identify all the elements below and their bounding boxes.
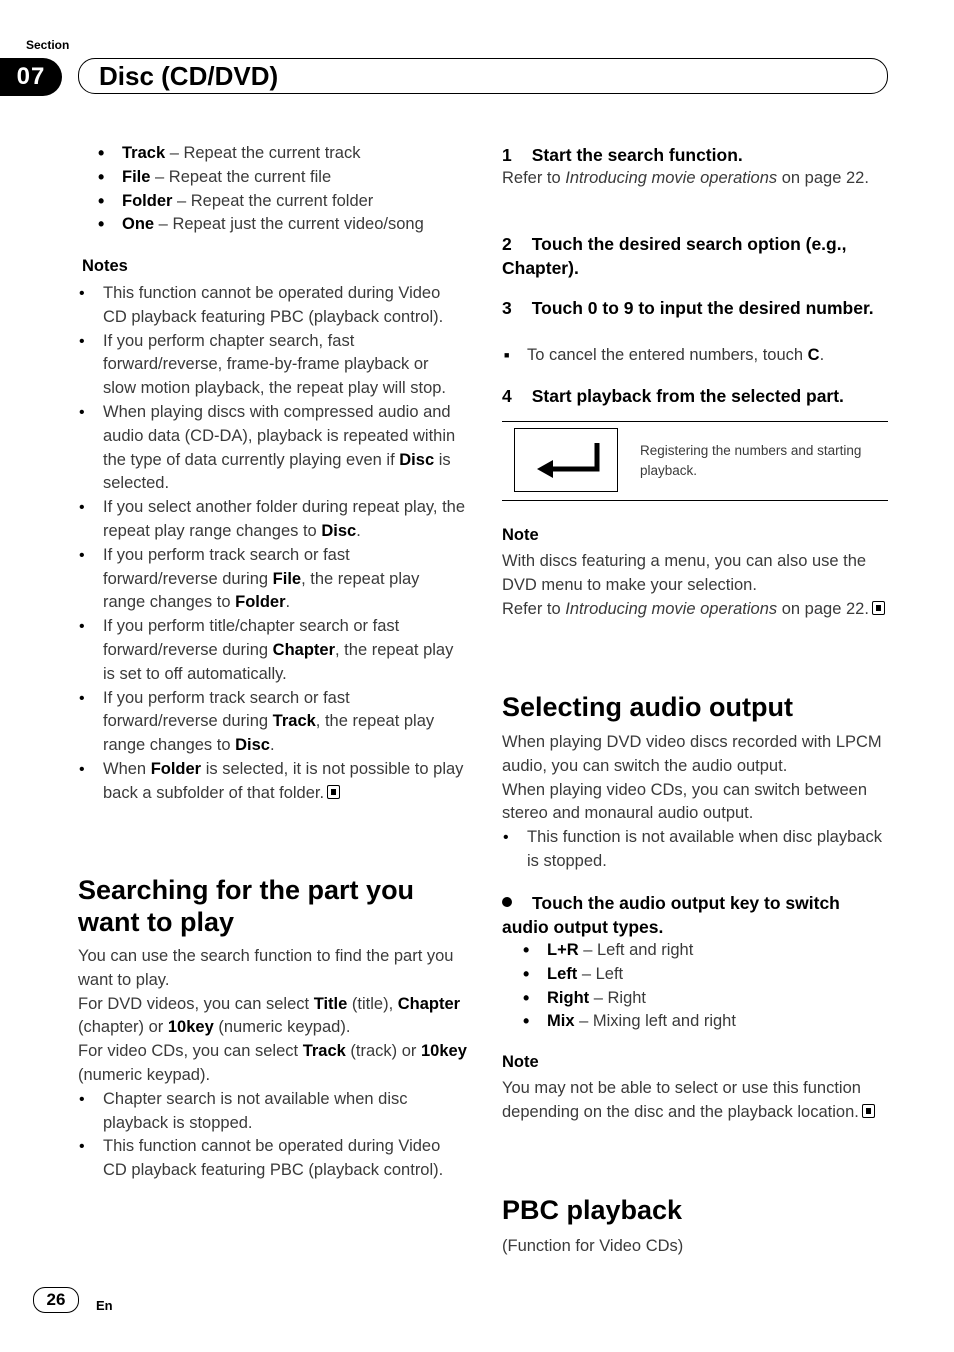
list-item: • This function is not available when disc playback is stopped. — [502, 826, 890, 874]
search-body — [78, 945, 468, 1183]
audio-bullets — [502, 826, 890, 874]
icon-description: Registering the numbers and starting playback. — [640, 443, 862, 478]
note-item: • If you select another folder during repeat play, the repeat play range changes to Disc. — [78, 496, 466, 544]
audio-step: Touch the audio output key to switch audio output types. — [502, 893, 840, 937]
search-dvd: For DVD videos, you can select Title (title), Chapter (chapter) or 10key (numeric keypad). — [78, 994, 461, 1037]
note-item: • When Folder is selected, it is not possible to play back a subfolder of that folder. — [78, 758, 466, 806]
chapter-bar — [78, 58, 888, 94]
audio-options-list — [522, 939, 882, 1034]
search-intro: You can use the search function to find the part you want to play. — [78, 947, 454, 989]
audio-heading: Selecting audio output — [502, 692, 793, 722]
end-mark-icon — [327, 785, 340, 799]
audio-body: When playing DVD video discs recorded with LPCM audio, you can switch the audio output. When playing video CDs, you can switch between stereo and monaural audio output. • This function is not available when disc playback is stopped. — [502, 731, 890, 874]
note-item: • If you perform track search or fast forward/reverse during File, the repeat play range changes to Folder. — [78, 544, 466, 615]
note-item: • When playing discs with compressed audio and audio data (CD-DA), playback is repeated within the type of data currently playing even if Disc is selected. — [78, 401, 466, 496]
search-heading: Searching for the part you want to play — [78, 875, 415, 937]
note-body: With discs featuring a menu, you can also use the DVD menu to make your selection. Refer to Introducing movie operations on page 22. — [502, 550, 888, 621]
note-heading: Note — [502, 526, 539, 544]
search-bullets — [78, 1088, 468, 1183]
note-item: • If you perform track search or fast forward/reverse during Track, the repeat play range changes to Disc. — [78, 687, 466, 758]
note-heading: Note — [502, 1053, 539, 1071]
list-item: • Mix – Mixing left and right — [522, 1010, 882, 1034]
section-number: 07 — [0, 58, 62, 96]
note-item: • If you perform title/chapter search or fast forward/reverse during Chapter, the repeat play is set to off automatically. — [78, 615, 466, 686]
list-item: • File – Repeat the current file — [97, 166, 477, 190]
list-item: • This function cannot be operated during Video CD playback featuring PBC (playback control). — [78, 1135, 468, 1183]
end-mark-icon — [872, 601, 885, 615]
list-item: • Left – Left — [522, 963, 882, 987]
notes-list — [78, 282, 466, 806]
page-number: 26 — [33, 1287, 79, 1313]
step-3: 3 Touch 0 to 9 to input the desired number. — [502, 298, 874, 318]
list-item: • One – Repeat just the current video/song — [97, 213, 477, 237]
list-item: • Track – Repeat the current track — [97, 142, 477, 166]
notes-heading: Notes — [82, 257, 128, 275]
enter-key-button[interactable] — [514, 428, 618, 492]
step-3-bullets — [502, 344, 888, 368]
list-item: • L+R – Left and right — [522, 939, 882, 963]
step-1-ref: Refer to Introducing movie operations on page 22. — [502, 169, 869, 187]
list-item: ■ To cancel the entered numbers, touch C. — [502, 344, 888, 368]
list-item: • Folder – Repeat the current folder — [97, 190, 477, 214]
note-item: • If you perform chapter search, fast forward/reverse, frame-by-frame playback or slow motion playback, the repeat play will stop. — [78, 330, 466, 401]
step-bullet-icon — [502, 897, 512, 907]
step-2: 2 Touch the desired search option (e.g., Chapter). — [502, 234, 847, 278]
step-1: 1 Start the search function. — [502, 145, 743, 165]
note-item: • This function cannot be operated during Video CD playback featuring PBC (playback control). — [78, 282, 466, 330]
step-4: 4 Start playback from the selected part. — [502, 386, 844, 406]
note-body: You may not be able to select or use this function depending on the disc and the playback location. — [502, 1077, 888, 1125]
icon-table — [502, 421, 888, 501]
language-label: En — [96, 1298, 113, 1313]
list-item: • Chapter search is not available when disc playback is stopped. — [78, 1088, 468, 1136]
pbc-subtitle: (Function for Video CDs) — [502, 1237, 684, 1255]
list-item: • Right – Right — [522, 987, 882, 1011]
repeat-options-list — [97, 142, 477, 237]
enter-arrow-icon — [515, 429, 616, 490]
section-label: Section — [26, 38, 70, 52]
end-mark-icon — [862, 1104, 875, 1118]
search-vcd: For video CDs, you can select Track (track) or 10key (numeric keypad). — [78, 1042, 467, 1084]
pbc-heading: PBC playback — [502, 1195, 683, 1225]
chapter-title: Disc (CD/DVD) — [99, 61, 279, 91]
